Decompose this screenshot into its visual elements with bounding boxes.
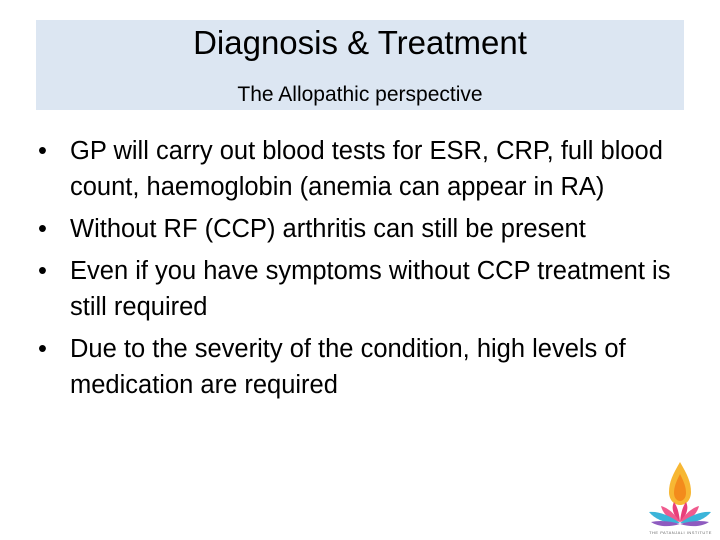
bullet-marker: • [38, 137, 47, 165]
bullet-marker: • [38, 257, 47, 285]
bullet-item [36, 253, 676, 325]
logo-caption: THE PATANJALI INSTITUTE [649, 530, 712, 535]
slide-subtitle: The Allopathic perspective [237, 83, 483, 106]
bullet-list [36, 133, 676, 409]
bullet-text: Without RF (CCP) arthritis can still be present [70, 215, 586, 243]
lotus-flame-logo [643, 460, 718, 538]
bullet-marker: • [38, 215, 47, 243]
bullet-item [36, 211, 676, 247]
bullet-item [36, 133, 676, 205]
lotus-flame-icon [643, 460, 718, 530]
bullet-marker: • [38, 335, 47, 363]
bullet-text: Due to the severity of the condition, high levels of medication are required [70, 335, 626, 399]
slide-title: Diagnosis & Treatment [193, 24, 527, 61]
title-banner [36, 20, 684, 110]
bullet-text: Even if you have symptoms without CCP treatment is still required [70, 257, 671, 321]
bullet-item [36, 331, 676, 403]
bullet-text: GP will carry out blood tests for ESR, CRP, full blood count, haemoglobin (anemia can appear in RA) [70, 137, 663, 201]
